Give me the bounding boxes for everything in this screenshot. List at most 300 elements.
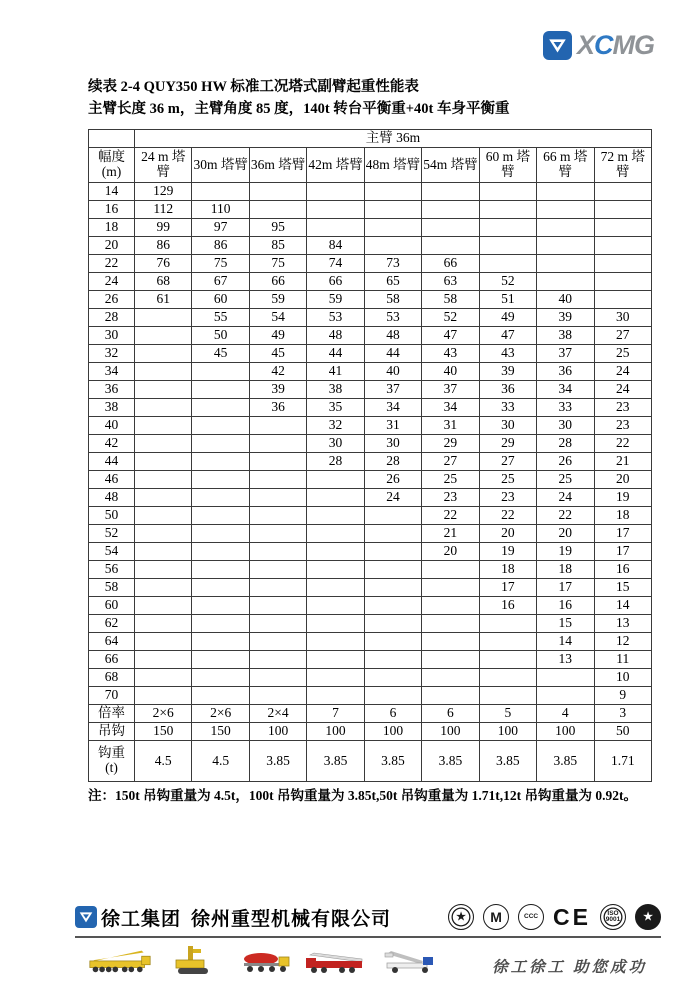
capacity-cell: 30 [364, 435, 421, 453]
capacity-cell [249, 489, 306, 507]
capacity-cell: 11 [594, 651, 652, 669]
capacity-table [88, 129, 652, 782]
capacity-cell: 76 [135, 255, 192, 273]
capacity-cell [307, 651, 364, 669]
capacity-cell: 86 [192, 237, 249, 255]
capacity-cell: 31 [422, 417, 479, 435]
capacity-cell [537, 687, 594, 705]
capacity-cell: 54 [249, 309, 306, 327]
quality-wreath-badge-icon: ★ [448, 904, 474, 930]
capacity-cell: 27 [422, 453, 479, 471]
corner-cell [89, 130, 135, 148]
ccc-mark-badge-icon: CCC [518, 904, 544, 930]
capacity-cell: 23 [594, 399, 652, 417]
capacity-cell: 24 [594, 381, 652, 399]
capacity-cell [135, 507, 192, 525]
radius-cell: 52 [89, 525, 135, 543]
capacity-cell [192, 471, 249, 489]
xcmg-logo [543, 31, 654, 60]
column-header-cell: 60 m 塔臂 [479, 148, 536, 183]
radius-cell: 32 [89, 345, 135, 363]
capacity-cell: 31 [364, 417, 421, 435]
capacity-cell [364, 687, 421, 705]
radius-cell: 42 [89, 435, 135, 453]
capacity-cell [192, 597, 249, 615]
table-row [89, 219, 652, 237]
capacity-cell: 25 [422, 471, 479, 489]
column-header-cell: 66 m 塔臂 [537, 148, 594, 183]
capacity-cell: 43 [479, 345, 536, 363]
capacity-cell [364, 615, 421, 633]
table-row [89, 255, 652, 273]
capacity-cell: 19 [537, 543, 594, 561]
table-footer-row-hook [89, 723, 652, 741]
capacity-cell: 19 [594, 489, 652, 507]
capacity-cell [249, 525, 306, 543]
capacity-cell [307, 561, 364, 579]
footer-value-cell: 3.85 [364, 741, 421, 782]
capacity-cell [135, 399, 192, 417]
capacity-cell [537, 669, 594, 687]
capacity-cell: 39 [249, 381, 306, 399]
capacity-cell [307, 687, 364, 705]
table-row [89, 669, 652, 687]
capacity-cell: 24 [364, 489, 421, 507]
footer-value-cell: 2×6 [192, 705, 249, 723]
table-row [89, 183, 652, 201]
capacity-cell [135, 579, 192, 597]
capacity-cell: 40 [537, 291, 594, 309]
capacity-cell: 23 [422, 489, 479, 507]
capacity-cell: 67 [192, 273, 249, 291]
footer-value-cell: 2×6 [135, 705, 192, 723]
capacity-cell [192, 381, 249, 399]
capacity-cell: 33 [479, 399, 536, 417]
aerial-platform-truck-image [379, 945, 435, 975]
table-row [89, 273, 652, 291]
column-header-cell: 48m 塔臂 [364, 148, 421, 183]
capacity-cell [364, 525, 421, 543]
radius-cell: 18 [89, 219, 135, 237]
radius-cell: 38 [89, 399, 135, 417]
capacity-cell [192, 417, 249, 435]
capacity-cell [364, 183, 421, 201]
radius-cell: 40 [89, 417, 135, 435]
capacity-cell: 47 [422, 327, 479, 345]
capacity-cell [135, 435, 192, 453]
table-row [89, 687, 652, 705]
capacity-cell: 38 [537, 327, 594, 345]
capacity-cell [307, 597, 364, 615]
capacity-cell: 20 [594, 471, 652, 489]
capacity-cell: 61 [135, 291, 192, 309]
capacity-cell [422, 687, 479, 705]
capacity-cell [422, 201, 479, 219]
table-row [89, 651, 652, 669]
radius-cell: 68 [89, 669, 135, 687]
capacity-cell: 9 [594, 687, 652, 705]
capacity-cell: 99 [135, 219, 192, 237]
main-boom-span-header: 主臂 36m [135, 130, 652, 148]
product-lineup-images [75, 945, 435, 975]
row-label-cell: 吊钩 [89, 723, 135, 741]
capacity-cell: 18 [594, 507, 652, 525]
capacity-cell: 22 [537, 507, 594, 525]
xcmg-emblem-small-icon [75, 906, 97, 928]
footer-value-cell: 3.85 [249, 741, 306, 782]
capacity-cell [249, 633, 306, 651]
capacity-cell: 53 [307, 309, 364, 327]
capacity-cell [249, 597, 306, 615]
capacity-cell: 51 [479, 291, 536, 309]
radius-cell: 36 [89, 381, 135, 399]
footer-bottom-row [75, 945, 661, 977]
footer-value-cell: 100 [422, 723, 479, 741]
footer-divider [75, 936, 661, 938]
capacity-cell: 43 [422, 345, 479, 363]
capacity-cell: 15 [594, 579, 652, 597]
capacity-cell: 14 [537, 633, 594, 651]
capacity-cell [479, 183, 536, 201]
radius-cell: 22 [89, 255, 135, 273]
brand-letter-c: C [594, 30, 613, 60]
capacity-cell [307, 219, 364, 237]
table-row [89, 615, 652, 633]
capacity-cell [192, 543, 249, 561]
capacity-cell [192, 399, 249, 417]
capacity-cell [537, 219, 594, 237]
capacity-cell [594, 255, 652, 273]
radius-cell: 28 [89, 309, 135, 327]
footer-value-cell: 100 [537, 723, 594, 741]
capacity-cell [135, 561, 192, 579]
capacity-cell [135, 615, 192, 633]
capacity-cell: 84 [307, 237, 364, 255]
footer-value-cell: 100 [364, 723, 421, 741]
capacity-cell: 42 [249, 363, 306, 381]
capacity-cell: 18 [479, 561, 536, 579]
capacity-cell: 21 [594, 453, 652, 471]
capacity-cell [307, 669, 364, 687]
footer-value-cell: 150 [135, 723, 192, 741]
capacity-cell: 12 [594, 633, 652, 651]
radius-cell: 30 [89, 327, 135, 345]
capacity-cell: 52 [479, 273, 536, 291]
radius-cell: 48 [89, 489, 135, 507]
capacity-cell: 41 [307, 363, 364, 381]
capacity-cell [192, 489, 249, 507]
capacity-cell [135, 687, 192, 705]
footer-value-cell: 6 [364, 705, 421, 723]
radius-cell: 14 [89, 183, 135, 201]
table-row [89, 507, 652, 525]
capacity-cell [135, 669, 192, 687]
capacity-cell [135, 327, 192, 345]
capacity-cell: 36 [249, 399, 306, 417]
radius-cell: 24 [89, 273, 135, 291]
capacity-cell: 37 [422, 381, 479, 399]
capacity-cell [192, 561, 249, 579]
radius-cell: 46 [89, 471, 135, 489]
capacity-cell [479, 615, 536, 633]
capacity-cell [307, 201, 364, 219]
page-subtitle: 主臂长度 36 m，主臂角度 85 度，140t 转台平衡重+40t 车身平衡重 [88, 101, 510, 117]
capacity-cell: 28 [364, 453, 421, 471]
capacity-cell: 25 [537, 471, 594, 489]
capacity-cell [364, 579, 421, 597]
capacity-cell [537, 201, 594, 219]
footer-value-cell: 100 [479, 723, 536, 741]
footer-value-cell: 100 [307, 723, 364, 741]
export-cert-badge-icon: ★ [635, 904, 661, 930]
capacity-cell [422, 237, 479, 255]
capacity-cell: 28 [537, 435, 594, 453]
capacity-cell: 86 [135, 237, 192, 255]
capacity-cell [249, 507, 306, 525]
capacity-cell [422, 219, 479, 237]
capacity-cell: 59 [249, 291, 306, 309]
capacity-cell: 26 [537, 453, 594, 471]
capacity-cell: 45 [249, 345, 306, 363]
table-footer-row-ratio [89, 705, 652, 723]
radius-cell: 34 [89, 363, 135, 381]
footer-value-cell: 6 [422, 705, 479, 723]
radius-cell: 16 [89, 201, 135, 219]
capacity-cell [537, 273, 594, 291]
capacity-cell: 27 [594, 327, 652, 345]
capacity-cell: 22 [422, 507, 479, 525]
footer-value-cell: 3 [594, 705, 652, 723]
capacity-cell [594, 273, 652, 291]
radius-header-cell: 幅度 (m) [89, 148, 135, 183]
capacity-cell [192, 633, 249, 651]
table-row [89, 489, 652, 507]
capacity-cell: 25 [479, 471, 536, 489]
capacity-cell [192, 453, 249, 471]
capacity-cell: 23 [479, 489, 536, 507]
capacity-cell: 24 [537, 489, 594, 507]
capacity-cell: 30 [307, 435, 364, 453]
capacity-cell [192, 363, 249, 381]
capacity-cell: 16 [537, 597, 594, 615]
capacity-cell [192, 651, 249, 669]
capacity-cell: 16 [479, 597, 536, 615]
capacity-cell: 66 [249, 273, 306, 291]
capacity-cell: 48 [364, 327, 421, 345]
capacity-cell [479, 219, 536, 237]
footer-value-cell: 3.85 [537, 741, 594, 782]
radius-cell: 58 [89, 579, 135, 597]
table-row [89, 543, 652, 561]
capacity-cell: 20 [537, 525, 594, 543]
capacity-cell [422, 597, 479, 615]
capacity-cell: 65 [364, 273, 421, 291]
capacity-cell: 38 [307, 381, 364, 399]
capacity-cell: 24 [594, 363, 652, 381]
capacity-cell: 37 [364, 381, 421, 399]
capacity-cell: 110 [192, 201, 249, 219]
xcmg-wordmark [577, 31, 654, 60]
table-row [89, 597, 652, 615]
capacity-cell: 17 [537, 579, 594, 597]
table-row [89, 381, 652, 399]
capacity-cell [364, 237, 421, 255]
table-row [89, 471, 652, 489]
capacity-cell [364, 507, 421, 525]
capacity-cell [249, 543, 306, 561]
capacity-cell [537, 255, 594, 273]
radius-cell: 54 [89, 543, 135, 561]
footer-value-cell: 4 [537, 705, 594, 723]
xcmg-triangle-glyph-small [78, 909, 94, 925]
capacity-cell: 14 [594, 597, 652, 615]
capacity-cell: 47 [479, 327, 536, 345]
capacity-cell: 26 [364, 471, 421, 489]
footer-value-cell: 1.71 [594, 741, 652, 782]
brand-slogan: 徐工徐工 助您成功 [492, 959, 647, 976]
capacity-cell [364, 543, 421, 561]
capacity-cell [479, 687, 536, 705]
capacity-cell [192, 525, 249, 543]
main-boom-header-row [89, 130, 652, 148]
capacity-cell [307, 615, 364, 633]
capacity-cell [307, 183, 364, 201]
capacity-cell: 60 [192, 291, 249, 309]
capacity-cell [135, 417, 192, 435]
capacity-cell: 58 [422, 291, 479, 309]
radius-cell: 50 [89, 507, 135, 525]
capacity-cell: 39 [479, 363, 536, 381]
capacity-cell [364, 219, 421, 237]
capacity-cell [249, 201, 306, 219]
capacity-cell: 30 [479, 417, 536, 435]
capacity-cell [422, 183, 479, 201]
table-row [89, 345, 652, 363]
capacity-cell [135, 309, 192, 327]
capacity-cell: 44 [364, 345, 421, 363]
capacity-cell [307, 543, 364, 561]
capacity-cell [249, 687, 306, 705]
capacity-cell: 35 [307, 399, 364, 417]
capacity-cell [192, 579, 249, 597]
crawler-crane-image [166, 945, 222, 975]
capacity-cell: 19 [479, 543, 536, 561]
hook-weight-note: 注：150t 吊钩重量为 4.5t，100t 吊钩重量为 3.85t,50t 吊钩重量为 1.71t,12t 吊钩重量为 0.92t。 [88, 788, 637, 803]
capacity-cell [135, 651, 192, 669]
capacity-cell [249, 669, 306, 687]
table-row [89, 435, 652, 453]
capacity-cell [135, 525, 192, 543]
capacity-cell [249, 435, 306, 453]
mobile-crane-image [87, 945, 153, 975]
capacity-cell [135, 489, 192, 507]
capacity-cell [192, 687, 249, 705]
capacity-cell [307, 489, 364, 507]
capacity-cell [594, 183, 652, 201]
capacity-cell [135, 363, 192, 381]
capacity-cell: 13 [594, 615, 652, 633]
footer-top-row [75, 901, 661, 933]
capacity-cell: 36 [537, 363, 594, 381]
table-row [89, 399, 652, 417]
capacity-cell [192, 183, 249, 201]
footer-value-cell: 2×4 [249, 705, 306, 723]
capacity-cell [364, 633, 421, 651]
capacity-cell [249, 651, 306, 669]
xcmg-emblem-icon [543, 31, 572, 60]
capacity-cell: 49 [479, 309, 536, 327]
capacity-cell [192, 615, 249, 633]
capacity-cell: 50 [192, 327, 249, 345]
capacity-cell [249, 417, 306, 435]
capacity-cell [135, 471, 192, 489]
lift-table-body [89, 130, 652, 782]
capacity-cell [364, 561, 421, 579]
capacity-cell: 22 [594, 435, 652, 453]
capacity-cell: 97 [192, 219, 249, 237]
capacity-cell: 73 [364, 255, 421, 273]
capacity-cell: 49 [249, 327, 306, 345]
capacity-cell: 32 [307, 417, 364, 435]
capacity-cell: 30 [537, 417, 594, 435]
capacity-cell: 13 [537, 651, 594, 669]
fire-truck-image [304, 945, 366, 975]
capacity-cell [537, 183, 594, 201]
capacity-cell [479, 633, 536, 651]
capacity-cell: 75 [192, 255, 249, 273]
radius-cell: 64 [89, 633, 135, 651]
radius-cell: 56 [89, 561, 135, 579]
capacity-cell: 53 [364, 309, 421, 327]
capacity-cell: 52 [422, 309, 479, 327]
capacity-cell [249, 183, 306, 201]
capacity-cell: 17 [479, 579, 536, 597]
column-header-cell: 42m 塔臂 [307, 148, 364, 183]
capacity-cell: 48 [307, 327, 364, 345]
capacity-cell: 55 [192, 309, 249, 327]
capacity-cell [135, 633, 192, 651]
capacity-cell: 37 [537, 345, 594, 363]
table-row [89, 327, 652, 345]
ce-mark-icon: CE [553, 903, 591, 930]
capacity-cell: 34 [364, 399, 421, 417]
capacity-cell: 66 [422, 255, 479, 273]
capacity-cell [479, 651, 536, 669]
capacity-cell [422, 633, 479, 651]
brand-letter-x: X [576, 30, 594, 60]
capacity-cell [307, 525, 364, 543]
capacity-cell: 18 [537, 561, 594, 579]
capacity-cell [479, 201, 536, 219]
capacity-cell: 17 [594, 543, 652, 561]
capacity-cell: 44 [307, 345, 364, 363]
footer-value-cell: 150 [192, 723, 249, 741]
capacity-cell: 25 [594, 345, 652, 363]
capacity-cell: 39 [537, 309, 594, 327]
capacity-cell [307, 471, 364, 489]
capacity-cell [422, 669, 479, 687]
capacity-cell [364, 597, 421, 615]
capacity-cell: 22 [479, 507, 536, 525]
table-row [89, 417, 652, 435]
brand-letters-mg: MG [612, 30, 654, 60]
footer-value-cell: 7 [307, 705, 364, 723]
table-row [89, 561, 652, 579]
page-title: 续表 2-4 QUY350 HW 标准工况塔式副臂起重性能表 [88, 79, 419, 95]
capacity-cell: 27 [479, 453, 536, 471]
capacity-cell: 29 [422, 435, 479, 453]
capacity-cell [594, 237, 652, 255]
